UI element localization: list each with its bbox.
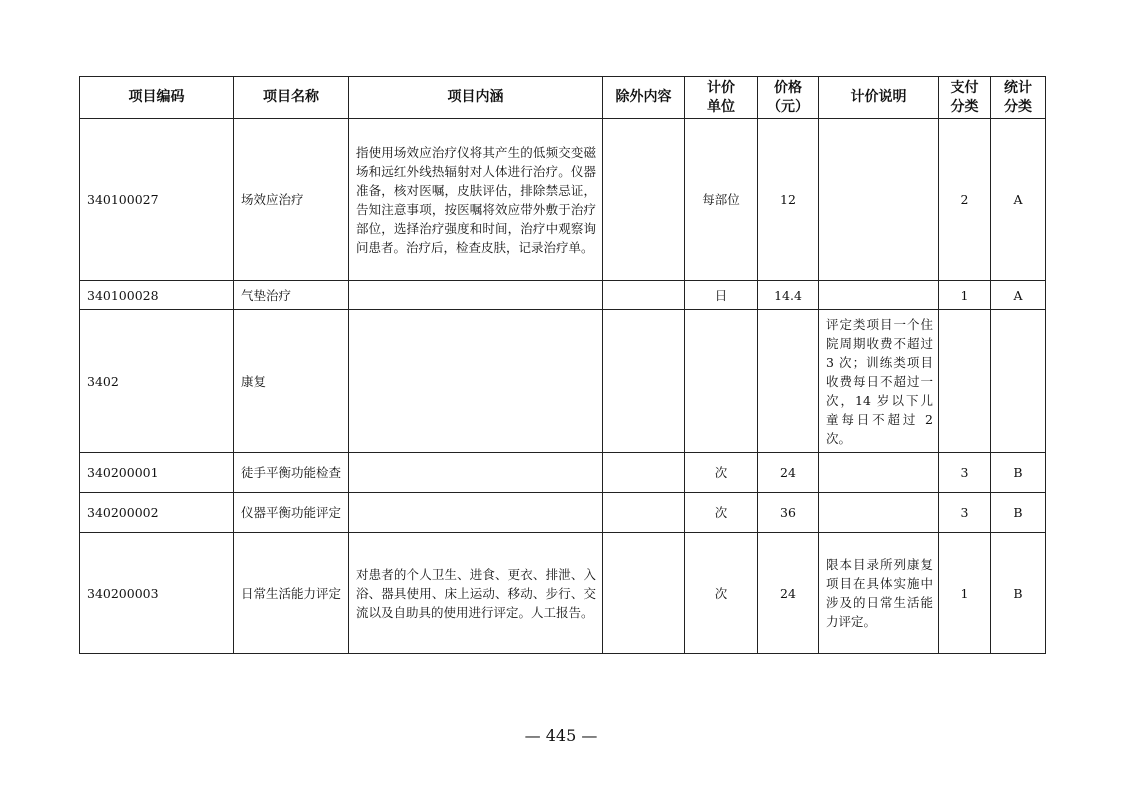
table-header-row — [80, 77, 1046, 119]
header-stat-line1: 统计 — [1004, 79, 1032, 96]
cell-stat — [991, 310, 1046, 453]
cell-name: 康复 — [234, 310, 349, 453]
header-unit-line1: 计价 — [707, 79, 735, 96]
cell-stat: B — [991, 533, 1046, 654]
cell-exclude — [603, 310, 685, 453]
header-exclude: 除外内容 — [603, 77, 685, 119]
cell-code: 340100028 — [80, 281, 234, 310]
cell-stat: B — [991, 493, 1046, 533]
cell-code: 340100027 — [80, 119, 234, 281]
cell-code: 340200003 — [80, 533, 234, 654]
cell-note: 限本目录所列康复项目在具体实施中涉及的日常生活能力评定。 — [819, 533, 939, 654]
header-pay-line1: 支付 — [950, 79, 979, 96]
cell-name: 场效应治疗 — [234, 119, 349, 281]
header-unit — [685, 77, 758, 119]
price-table — [79, 76, 1046, 654]
price-table-container — [79, 76, 1046, 654]
header-note: 计价说明 — [819, 77, 939, 119]
cell-unit — [685, 310, 758, 453]
cell-content: 指使用场效应治疗仪将其产生的低频交变磁场和远红外线热辐射对人体进行治疗。仪器准备，核对医嘱，皮肤评估，排除禁忌证，告知注意事项，按医嘱将效应带外敷于治疗部位，选择治疗强度和时间，治疗中观察询问患者。治疗后，检查皮肤，记录治疗单。 — [349, 119, 603, 281]
header-stat-line2: 分类 — [1004, 98, 1032, 115]
cell-name: 气垫治疗 — [234, 281, 349, 310]
cell-exclude — [603, 453, 685, 493]
header-stat — [991, 77, 1046, 119]
cell-stat: A — [991, 281, 1046, 310]
header-name: 项目名称 — [234, 77, 349, 119]
cell-price: 24 — [758, 533, 819, 654]
cell-pay: 1 — [939, 281, 991, 310]
cell-code: 340200001 — [80, 453, 234, 493]
table-row — [80, 310, 1046, 453]
cell-note — [819, 281, 939, 310]
cell-unit: 每部位 — [685, 119, 758, 281]
header-pay-line2: 分类 — [950, 98, 979, 115]
cell-pay: 1 — [939, 533, 991, 654]
cell-name: 日常生活能力评定 — [234, 533, 349, 654]
cell-exclude — [603, 281, 685, 310]
cell-exclude — [603, 493, 685, 533]
cell-stat: A — [991, 119, 1046, 281]
cell-price: 36 — [758, 493, 819, 533]
cell-unit: 次 — [685, 493, 758, 533]
cell-name: 徒手平衡功能检查 — [234, 453, 349, 493]
cell-unit: 次 — [685, 533, 758, 654]
table-row — [80, 493, 1046, 533]
cell-code: 3402 — [80, 310, 234, 453]
header-code: 项目编码 — [80, 77, 234, 119]
cell-price — [758, 310, 819, 453]
cell-exclude — [603, 533, 685, 654]
cell-pay — [939, 310, 991, 453]
table-row — [80, 533, 1046, 654]
header-unit-line2: 单位 — [707, 98, 735, 115]
cell-code: 340200002 — [80, 493, 234, 533]
header-price-line1: 价格 — [774, 79, 802, 96]
cell-note: 评定类项目一个住院周期收费不超过 3 次；训练类项目收费每日不超过一次，14 岁以下儿童每日不超过 2 次。 — [819, 310, 939, 453]
table-row — [80, 453, 1046, 493]
header-price-line2: （元） — [767, 98, 809, 115]
cell-content: 对患者的个人卫生、进食、更衣、排泄、入浴、器具使用、床上运动、移动、步行、交流以及自助具的使用进行评定。人工报告。 — [349, 533, 603, 654]
cell-note — [819, 119, 939, 281]
cell-stat: B — [991, 453, 1046, 493]
header-content: 项目内涵 — [349, 77, 603, 119]
header-price — [758, 77, 819, 119]
cell-content — [349, 310, 603, 453]
cell-note — [819, 453, 939, 493]
cell-price: 24 — [758, 453, 819, 493]
cell-pay: 3 — [939, 453, 991, 493]
cell-price: 14.4 — [758, 281, 819, 310]
cell-pay: 3 — [939, 493, 991, 533]
cell-pay: 2 — [939, 119, 991, 281]
cell-content — [349, 281, 603, 310]
cell-exclude — [603, 119, 685, 281]
header-pay — [939, 77, 991, 119]
table-row — [80, 281, 1046, 310]
cell-note — [819, 493, 939, 533]
cell-unit: 日 — [685, 281, 758, 310]
table-row — [80, 119, 1046, 281]
cell-content — [349, 493, 603, 533]
cell-unit: 次 — [685, 453, 758, 493]
cell-content — [349, 453, 603, 493]
cell-price: 12 — [758, 119, 819, 281]
page-number: — 445 — — [524, 726, 598, 745]
cell-name: 仪器平衡功能评定 — [234, 493, 349, 533]
